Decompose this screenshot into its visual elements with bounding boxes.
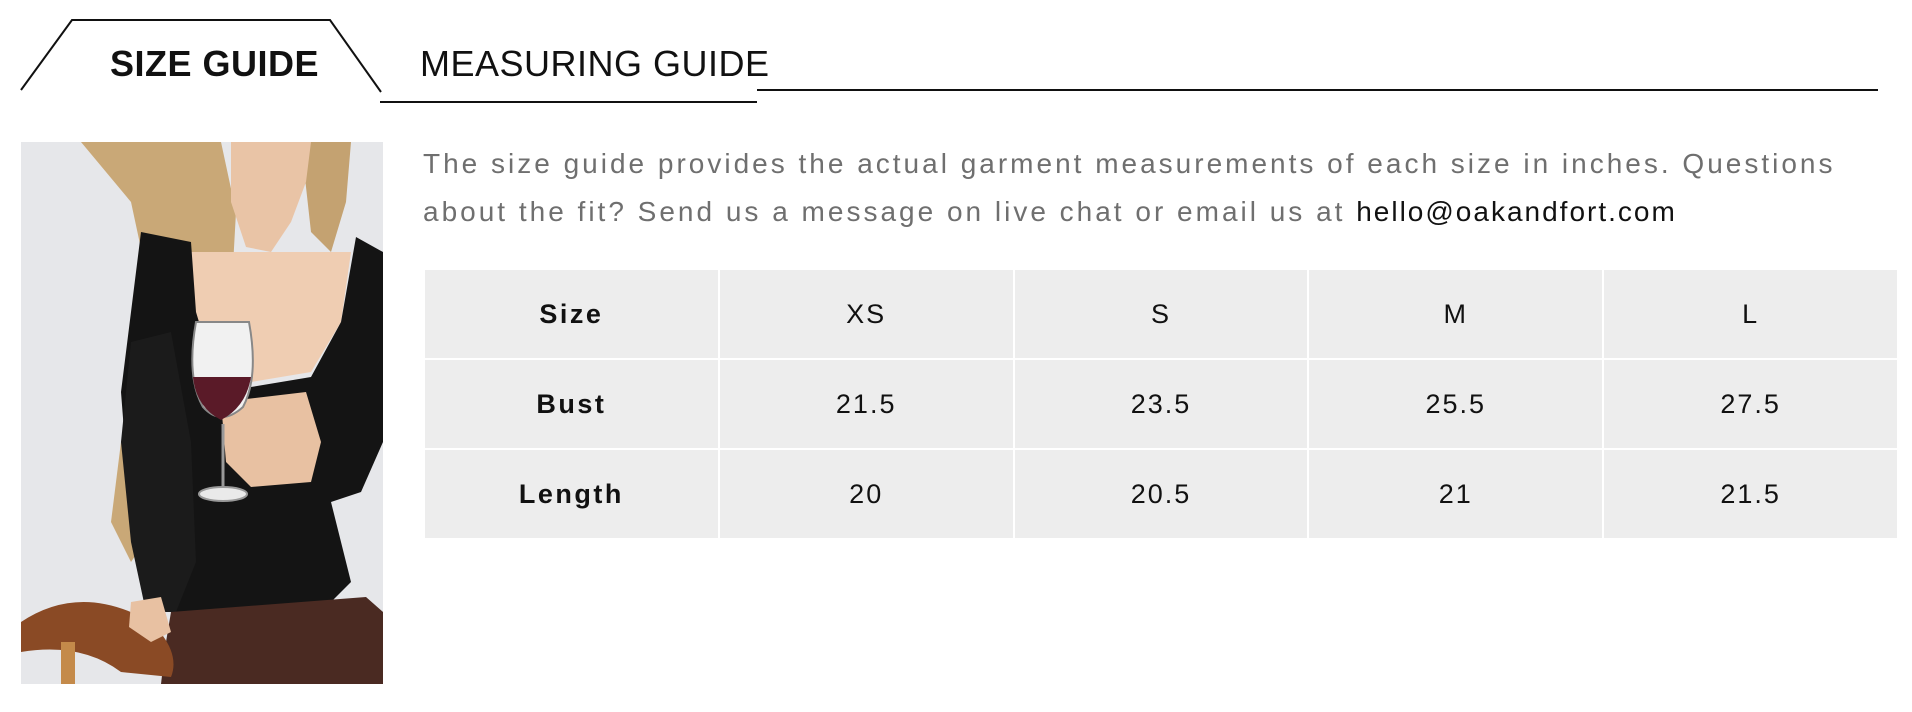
size-column-header: S <box>1015 270 1308 358</box>
table-cell: 23.5 <box>1015 360 1308 448</box>
tab-measuring-guide[interactable]: MEASURING GUIDE <box>420 43 770 84</box>
tab-size-guide[interactable]: SIZE GUIDE <box>110 43 320 84</box>
table-cell: 21.5 <box>720 360 1013 448</box>
row-label-length: Length <box>425 450 718 538</box>
size-column-header: M <box>1309 270 1602 358</box>
size-column-header: L <box>1604 270 1897 358</box>
size-guide-description <box>423 140 1883 236</box>
table-cell: 21 <box>1309 450 1602 538</box>
description-text: The size guide provides the actual garment measurements of each size in inches. Questions about the fit? Send us a message on live chat or email us at <box>423 148 1836 227</box>
table-cell: 20 <box>720 450 1013 538</box>
table-cell: 20.5 <box>1015 450 1308 538</box>
table-cell: 27.5 <box>1604 360 1897 448</box>
table-cell: 25.5 <box>1309 360 1602 448</box>
size-column-header: XS <box>720 270 1013 358</box>
product-photo <box>21 142 383 684</box>
product-photo-illustration <box>21 142 383 684</box>
table-cell: 21.5 <box>1604 450 1897 538</box>
table-row <box>425 270 1897 358</box>
row-label-bust: Bust <box>425 360 718 448</box>
table-row <box>425 450 1897 538</box>
size-header-label: Size <box>425 270 718 358</box>
size-table <box>423 268 1899 540</box>
table-row <box>425 360 1897 448</box>
email-link[interactable]: hello@oakandfort.com <box>1356 196 1677 227</box>
tab-bar <box>0 0 1912 110</box>
